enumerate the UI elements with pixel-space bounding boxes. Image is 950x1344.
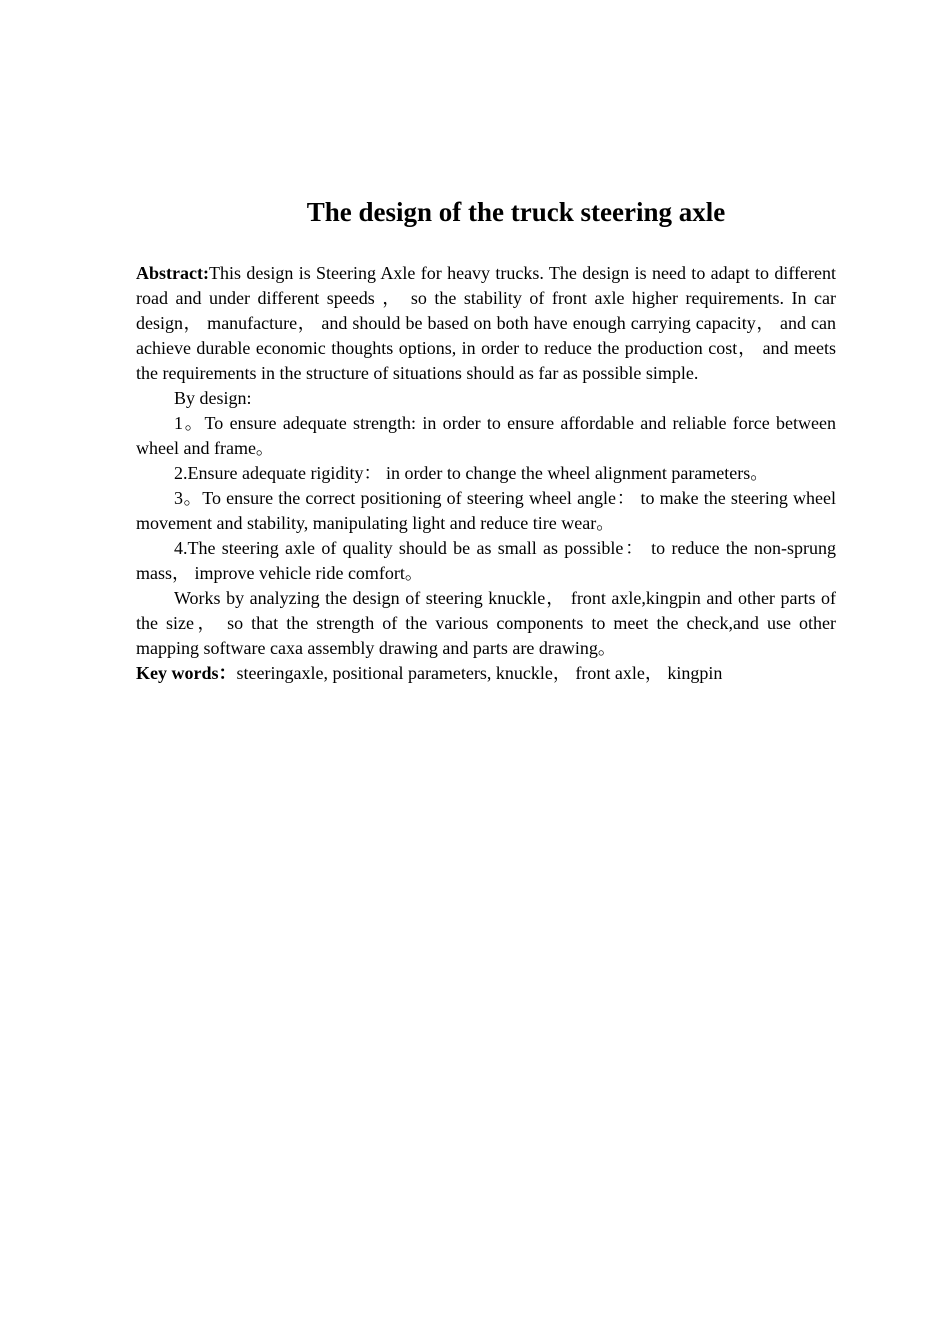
by-design-line: By design: [174,388,252,408]
keywords-label: Key words： [136,663,237,683]
design-item-2: 2.Ensure adequate rigidity： in order to change the wheel alignment parameters。 [174,463,769,483]
abstract-section [136,261,836,686]
keywords-text: steeringaxle, positional parameters, knuckle， front axle， kingpin [236,663,723,683]
works-paragraph: Works by analyzing the design of steering knuckle， front axle,kingpin and other parts of the size， so that the strength of the various components to meet the check,and use other mapping software caxa assembly drawing and parts are drawing。 [136,588,836,658]
keywords-paragraph [136,661,836,686]
abstract-label: Abstract: [136,263,209,283]
design-item-3: 3。To ensure the correct positioning of steering wheel angle： to make the steering wheel movement and stability, manipulating light and reduce tire wear。 [136,488,836,533]
abstract-paragraph [136,261,836,386]
design-item-1: 1。To ensure adequate strength: in order to ensure affordable and reliable force between wheel and frame。 [136,413,836,458]
document-title: The design of the truck steering axle [306,197,726,227]
abstract-text: This design is Steering Axle for heavy trucks. The design is need to adapt to different road and under different speeds ， so the stability of front axle higher requirements. In car design， manufacture， and should be based on both have enough carrying capacity， and can achieve durable economic thoughts options, in order to reduce the production cost， and meets the requirements in the structure of situations should as far as possible simple. [136,263,836,383]
design-item-4: 4.The steering axle of quality should be as small as possible： to reduce the non-sprung mass， improve vehicle ride comfort。 [136,538,836,583]
